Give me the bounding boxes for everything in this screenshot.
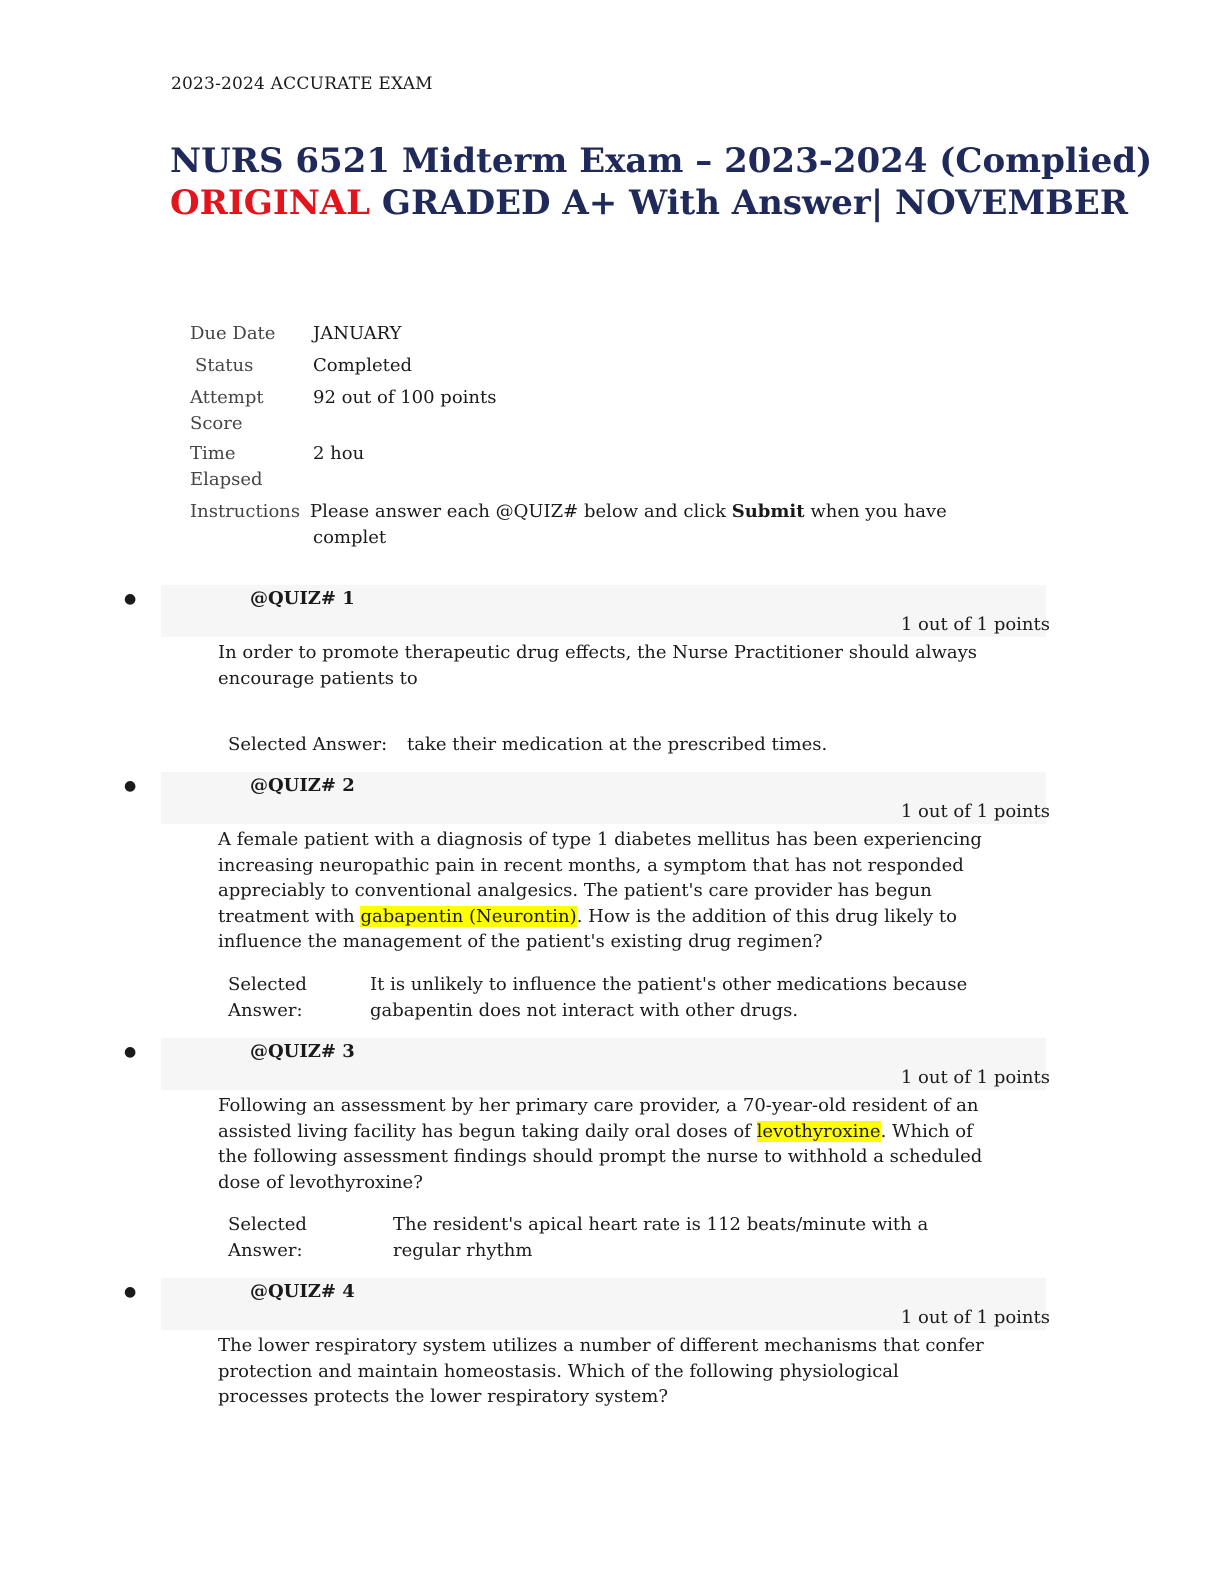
bullet-icon: ● — [124, 778, 137, 794]
question-text-part: . Which of the following assessment findings should prompt the nurse to withhold a scheduled dose of levothyroxine? — [218, 1120, 983, 1193]
title-line-2 — [170, 182, 1152, 224]
time-elapsed-label-2: Elapsed — [190, 469, 263, 490]
time-elapsed-label-1: Time — [190, 443, 236, 464]
question-title: @QUIZ# 2 — [250, 775, 355, 796]
time-elapsed-label — [190, 441, 263, 493]
question-points: 1 out of 1 points — [900, 614, 1050, 635]
document-title — [170, 140, 1152, 224]
page-header: 2023-2024 ACCURATE EXAM — [171, 74, 433, 94]
bullet-icon: ● — [124, 1284, 137, 1300]
attempt-score-value: 92 out of 100 points — [313, 387, 497, 408]
selected-answer: The resident's apical heart rate is 112 beats/minute with a regular rhythm — [393, 1214, 929, 1261]
question-text-part: . How is the addition of this drug likely to influence the management of the patient's existing drug regimen? — [218, 905, 957, 952]
title-line-1: NURS 6521 Midterm Exam – 2023-2024 (Complied) — [170, 141, 1153, 181]
instructions-line-1 — [310, 499, 970, 525]
question-points: 1 out of 1 points — [900, 1307, 1050, 1328]
selected-answer: It is unlikely to influence the patient's other medications because gabapentin does not interact with other drugs. — [370, 974, 968, 1021]
question-text-part: A female patient with a diagnosis of type 1 diabetes mellitus has been experiencing increasing neuropathic pain in recent months, a symptom that has not responded appreciably to conventional analgesics. The patient's care provider has begun treatment with — [218, 829, 982, 927]
title-rest: GRADED A+ With Answer| NOVEMBER — [370, 183, 1128, 223]
question-text: The lower respiratory system utilizes a number of different mechanisms that confer protection and maintain homeostasis. Which of the following physiological processes protects the lower respiratory system? — [218, 1335, 984, 1407]
status-value: Completed — [313, 355, 413, 376]
bullet-icon: ● — [124, 591, 137, 607]
attempt-score-label-1: Attempt — [190, 387, 264, 408]
instructions-submit: Submit — [731, 501, 805, 522]
title-original: ORIGINAL — [170, 183, 371, 223]
question-points: 1 out of 1 points — [900, 801, 1050, 822]
instructions-post: when you have — [804, 501, 947, 522]
highlighted-term: levothyroxine — [756, 1120, 881, 1142]
selected-answer: take their medication at the prescribed times. — [407, 734, 828, 755]
attempt-score-label — [190, 385, 264, 437]
due-date-label: Due Date — [190, 323, 276, 344]
question-title: @QUIZ# 3 — [250, 1041, 355, 1062]
question-text — [218, 827, 1008, 955]
selected-answer-label-1: Selected — [228, 974, 307, 995]
question-text-part: Following an assessment by her primary care provider, a 70-year-old resident of an assisted living facility has begun taking daily oral doses of — [218, 1095, 979, 1142]
attempt-score-label-2: Score — [190, 413, 243, 434]
question-title: @QUIZ# 1 — [250, 588, 355, 609]
selected-answer-label-2: Answer: — [228, 1000, 303, 1021]
selected-answer-label-2: Answer: — [228, 1240, 303, 1261]
status-label: Status — [195, 355, 254, 376]
instructions-pre: Please answer each @QUIZ# below and click — [310, 501, 732, 522]
question-text: In order to promote therapeutic drug effects, the Nurse Practitioner should always encourage patients to — [218, 642, 978, 689]
highlighted-term: gabapentin (Neurontin) — [360, 905, 577, 927]
selected-answer-label — [228, 972, 307, 1024]
question-text — [218, 1093, 993, 1195]
selected-answer-label: Selected Answer: — [228, 734, 388, 755]
instructions-line-2: complet — [313, 527, 387, 548]
question-points: 1 out of 1 points — [900, 1067, 1050, 1088]
selected-answer-label — [228, 1212, 307, 1264]
question-title: @QUIZ# 4 — [250, 1281, 355, 1302]
instructions-value — [310, 499, 970, 551]
due-date-value: JANUARY — [313, 323, 402, 344]
bullet-icon: ● — [124, 1044, 137, 1060]
time-elapsed-value: 2 hou — [313, 443, 365, 464]
selected-answer-label-1: Selected — [228, 1214, 307, 1235]
instructions-label: Instructions — [190, 501, 301, 522]
